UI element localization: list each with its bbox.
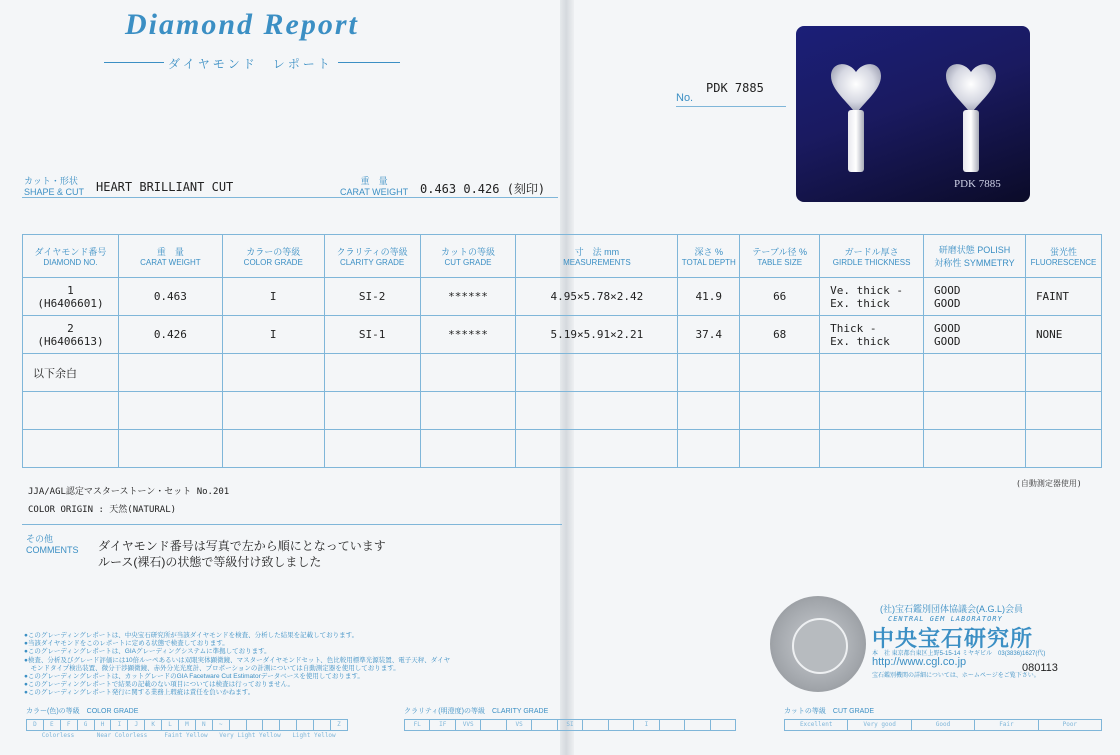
comments-label <box>26 532 79 555</box>
note-line: ●このグレーディングレポートは、GIAグレーディングシステムに準拠しております。 <box>24 648 271 656</box>
note-line: ●検査、分析及びグレード評価には10倍ルーペあるいは双眼実体顕微鏡、マスターダイヤモンドセット、色比較用標準光源装置、電子天秤、ダイヤ <box>24 656 451 664</box>
lab-name-ja: 中央宝石研究所 <box>872 626 1034 651</box>
table-size-cell: 68 <box>740 316 820 354</box>
table-row <box>23 430 1102 468</box>
col-header: カットの等級 CUT GRADE <box>420 235 516 278</box>
color-cell: I <box>222 278 324 316</box>
table-row <box>23 316 1102 354</box>
note-line: モンドタイプ検出装置、微分干渉顕微鏡、赤外分光光度計、プロポーションの計測については自動測定器を使用しております。 <box>24 664 400 672</box>
shape-label-ja: カット・形状 <box>24 176 78 186</box>
note-line: ●このグレーディングレポートは、カットグレードのGIA Facetware Cut Estimatorデータベースを使用しております。 <box>24 673 364 681</box>
color-scale-labels: Colorless Near Colorless Faint Yellow Very Light Yellow Light Yellow <box>41 732 336 739</box>
remainder-cell: 以下余白 <box>23 354 119 392</box>
photo-caption: PDK 7885 <box>954 178 1001 190</box>
table-row <box>23 354 1102 392</box>
subtitle-rule-left <box>104 62 164 63</box>
polish-cell: GOOD GOOD <box>924 316 1026 354</box>
subtitle-rule-right <box>338 62 400 63</box>
cut-cell: ****** <box>420 316 516 354</box>
serial-number: 080113 <box>1022 662 1058 674</box>
color-cell: I <box>222 316 324 354</box>
clarity-scale: FL IF VVS VS SI I <box>404 719 736 731</box>
depth-cell: 37.4 <box>678 316 740 354</box>
earrings-illustration <box>796 26 1030 202</box>
auto-measure-note: (自動測定器使用) <box>1016 479 1082 488</box>
color-scale: D E F G H I J K L M N ~ Z <box>26 719 348 731</box>
table-row <box>23 392 1102 430</box>
shape-value: HEART BRILLIANT CUT <box>96 180 234 194</box>
master-stone: JJA/AGL認定マスターストーン・セット No.201 <box>28 487 230 497</box>
weight-label-ja: 重 量 <box>360 176 388 186</box>
report-number: PDK 7885 <box>706 81 764 95</box>
color-origin: COLOR ORIGIN : 天然(NATURAL) <box>28 505 177 515</box>
comments-label-ja: その他 <box>26 534 54 544</box>
table-row <box>23 278 1102 316</box>
cut-scale-title: カットの等級 CUT GRADE <box>784 708 875 715</box>
fluorescence-cell: FAINT <box>1025 278 1101 316</box>
report-title: Diamond Report <box>125 8 359 41</box>
diamond-no-cell: 1 (H6406601) <box>23 278 119 316</box>
comments-label-en: COMMENTS <box>26 545 79 555</box>
lab-name-en: CENTRAL GEM LABORATORY <box>888 615 1003 623</box>
note-line: ●このグレーディングレポート発行に関する業務上瑕疵は責任を負いかねます。 <box>24 689 255 697</box>
cut-scale: Excellent Very good Good Fair Poor <box>784 719 1102 731</box>
report-no-label: No. <box>676 92 694 104</box>
report-no-rule <box>676 106 786 107</box>
weight-label <box>340 174 408 197</box>
clarity-cell: SI-2 <box>324 278 420 316</box>
col-header: テーブル径 % TABLE SIZE <box>740 235 820 278</box>
shape-rule <box>22 197 558 198</box>
col-header: 重 量 CARAT WEIGHT <box>118 235 222 278</box>
diamond-photo <box>796 26 1030 202</box>
notes-block <box>24 632 450 698</box>
table-size-cell: 66 <box>740 278 820 316</box>
diamond-no-cell: 2 (H6406613) <box>23 316 119 354</box>
note-line: ●このグレーディングレポートは、中央宝石研究所が当該ダイヤモンドを検査、分析した結果を記載しております。 <box>24 632 359 639</box>
col-header: ガードル厚さ GIRDLE THICKNESS <box>820 235 924 278</box>
depth-cell: 41.9 <box>678 278 740 316</box>
col-header: 深さ % TOTAL DEPTH <box>678 235 740 278</box>
lab-seal-icon <box>770 596 866 692</box>
col-header: カラーの等級 COLOR GRADE <box>222 235 324 278</box>
table-header-row <box>23 235 1102 278</box>
lab-association: (社)宝石鑑別団体協議会(A.G.L)会員 <box>880 604 1023 614</box>
fluorescence-cell: NONE <box>1025 316 1101 354</box>
comment-line-1: ダイヤモンド番号は写真で左から順にとなっています <box>98 539 386 553</box>
note-line: ●当該ダイヤモンドをこのレポートに定める状態で検査しております。 <box>24 640 229 648</box>
clarity-scale-title: クラリティ(明澄度)の等級 CLARITY GRADE <box>404 708 549 715</box>
col-header: ダイヤモンド番号 DIAMOND NO. <box>23 235 119 278</box>
color-scale-title: カラー(色)の等級 COLOR GRADE <box>26 708 139 715</box>
col-header: 研磨状態 POLISH 対称性 SYMMETRY <box>924 235 1026 278</box>
diamond-table <box>22 234 1102 468</box>
weight-cell: 0.426 <box>118 316 222 354</box>
cut-cell: ****** <box>420 278 516 316</box>
comment-line-2: ルース(裸石)の状態で等級付け致しました <box>98 555 322 569</box>
note-line: ●このグレーディングレポートで結果の記載のない項目については検査は行っておりません。 <box>24 681 295 689</box>
measure-cell: 4.95×5.78×2.42 <box>516 278 678 316</box>
report-subtitle: ダイヤモンド レポート <box>168 57 333 71</box>
weight-value: 0.463 0.426 (刻印) <box>420 182 546 196</box>
shape-label <box>24 174 84 197</box>
lab-web-note: 宝石鑑別機関の詳細については、ホームページをご覧下さい。 <box>872 673 1040 679</box>
measure-cell: 5.19×5.91×2.21 <box>516 316 678 354</box>
polish-cell: GOOD GOOD <box>924 278 1026 316</box>
col-header: 蛍光性 FLUORESCENCE <box>1025 235 1101 278</box>
girdle-cell: Thick - Ex. thick <box>820 316 924 354</box>
col-header: クラリティの等級 CLARITY GRADE <box>324 235 420 278</box>
weight-label-en: CARAT WEIGHT <box>340 187 409 197</box>
weight-cell: 0.463 <box>118 278 222 316</box>
comments-rule <box>22 524 562 525</box>
lab-url[interactable]: http://www.cgl.co.jp <box>872 656 967 668</box>
shape-label-en: SHAPE & CUT <box>24 187 85 197</box>
girdle-cell: Ve. thick - Ex. thick <box>820 278 924 316</box>
lab-address: 本 社 東京都台東区上野5-15-14 ミヤギビル 03(3836)1627(代) <box>872 651 1046 657</box>
col-header: 寸 法 mm MEASUREMENTS <box>516 235 678 278</box>
clarity-cell: SI-1 <box>324 316 420 354</box>
